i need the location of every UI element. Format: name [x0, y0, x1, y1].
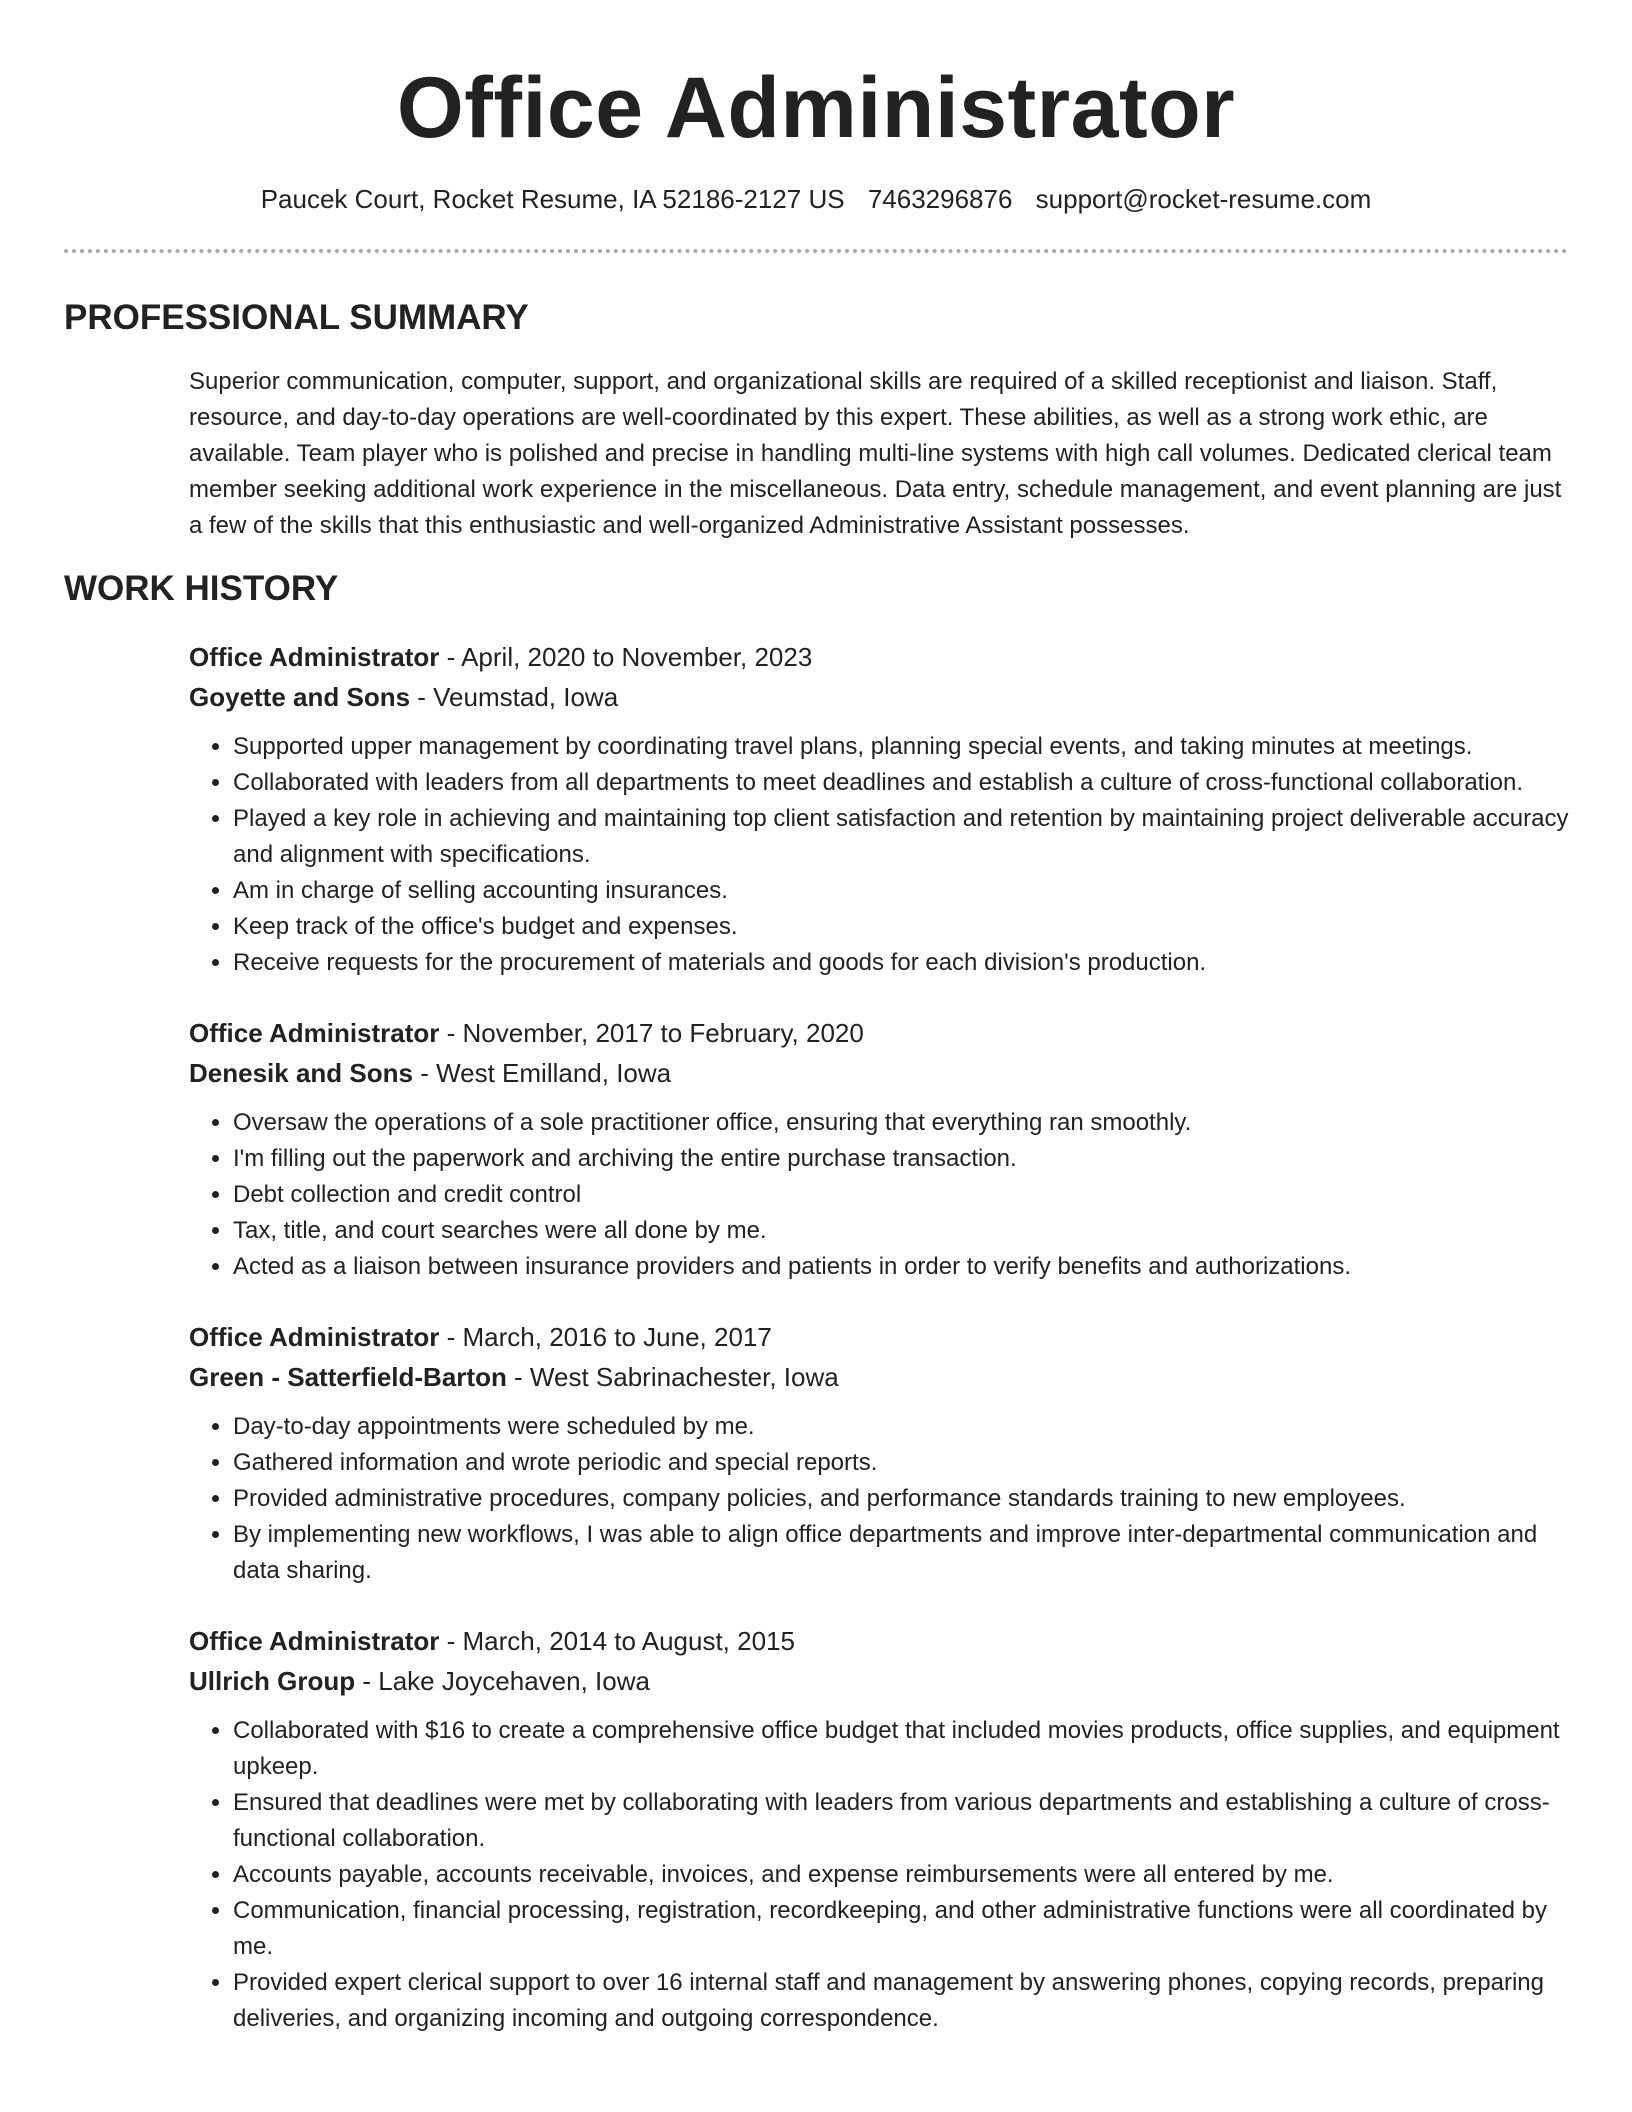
- job-company-line: [189, 1357, 1569, 1397]
- company-name: Goyette and Sons: [189, 682, 411, 712]
- summary-heading: PROFESSIONAL SUMMARY: [64, 298, 529, 337]
- bullet-item: • Collaborated with leaders from all departments to meet deadlines and establish a culture of cross-functional collaboration.: [233, 765, 1569, 801]
- bullet-item: • I'm filling out the paperwork and archiving the entire purchase transaction.: [233, 1141, 1569, 1177]
- email-text: support@rocket-resume.com: [1035, 184, 1372, 214]
- bullet-item: • Gathered information and wrote periodic and special reports.: [233, 1445, 1569, 1481]
- job-bullets: [189, 1713, 1569, 2037]
- bullet-item: • Oversaw the operations of a sole practitioner office, ensuring that everything ran smoothly.: [233, 1105, 1569, 1141]
- company-name: Green - Satterfield-Barton: [189, 1362, 507, 1392]
- bullet-item: • Keep track of the office's budget and expenses.: [233, 909, 1569, 945]
- bullet-item: • Receive requests for the procurement of materials and goods for each division's production.: [233, 945, 1569, 981]
- job-dates: - March, 2014 to August, 2015: [439, 1626, 795, 1656]
- company-name: Denesik and Sons: [189, 1058, 413, 1088]
- work-history-heading: WORK HISTORY: [64, 569, 339, 608]
- job-title: Office Administrator: [189, 1018, 440, 1048]
- header-divider: [64, 249, 1568, 253]
- bullet-item: • Am in charge of selling accounting insurances.: [233, 873, 1569, 909]
- job-title: Office Administrator: [189, 1322, 440, 1352]
- bullet-item: • Accounts payable, accounts receivable, invoices, and expense reimbursements were all entered by me.: [233, 1857, 1569, 1893]
- bullet-item: • Collaborated with $16 to create a comprehensive office budget that included movies products, office supplies, and equipment upkeep.: [233, 1713, 1569, 1785]
- work-history-list: [189, 637, 1569, 2069]
- job-title-line: [189, 1317, 1569, 1357]
- job-bullets: [189, 1409, 1569, 1589]
- job-company-line: [189, 1661, 1569, 1701]
- bullet-item: • By implementing new workflows, I was able to align office departments and improve inter-departmental communication and data sharing.: [233, 1517, 1569, 1589]
- bullet-item: • Ensured that deadlines were met by collaborating with leaders from various departments and establishing a culture of cross-functional collaboration.: [233, 1785, 1569, 1857]
- bullet-item: • Day-to-day appointments were scheduled by me.: [233, 1409, 1569, 1445]
- company-location: - Lake Joycehaven, Iowa: [355, 1666, 650, 1696]
- bullet-item: • Supported upper management by coordinating travel plans, planning special events, and taking minutes at meetings.: [233, 729, 1569, 765]
- job-entry: [189, 1317, 1569, 1589]
- job-company-line: [189, 1053, 1569, 1093]
- job-title: Office Administrator: [189, 642, 440, 672]
- bullet-item: • Communication, financial processing, registration, recordkeeping, and other administrative functions were all coordinated by me.: [233, 1893, 1569, 1965]
- job-title-line: [189, 1013, 1569, 1053]
- company-location: - West Sabrinachester, Iowa: [506, 1362, 839, 1392]
- bullet-item: • Played a key role in achieving and maintaining top client satisfaction and retention by maintaining project deliverable accuracy and alignment with specifications.: [233, 801, 1569, 873]
- phone-text: 7463296876: [867, 184, 1013, 214]
- job-dates: - March, 2016 to June, 2017: [439, 1322, 772, 1352]
- bullet-item: • Provided administrative procedures, company policies, and performance standards training to new employees.: [233, 1481, 1569, 1517]
- contact-info: [0, 179, 1632, 219]
- job-title-line: [189, 637, 1569, 677]
- job-dates: - November, 2017 to February, 2020: [439, 1018, 864, 1048]
- job-dates: - April, 2020 to November, 2023: [439, 642, 813, 672]
- company-location: - Veumstad, Iowa: [410, 682, 619, 712]
- bullet-item: • Tax, title, and court searches were all done by me.: [233, 1213, 1569, 1249]
- bullet-item: • Acted as a liaison between insurance providers and patients in order to verify benefits and authorizations.: [233, 1249, 1569, 1285]
- job-bullets: [189, 729, 1569, 981]
- bullet-item: • Debt collection and credit control: [233, 1177, 1569, 1213]
- job-company-line: [189, 677, 1569, 717]
- job-title: Office Administrator: [189, 1626, 440, 1656]
- bullet-item: • Provided expert clerical support to over 16 internal staff and management by answering phones, copying records, preparing deliveries, and organizing incoming and outgoing correspondence.: [233, 1965, 1569, 2037]
- job-entry: [189, 1621, 1569, 2037]
- company-location: - West Emilland, Iowa: [412, 1058, 672, 1088]
- job-entry: [189, 637, 1569, 981]
- address-text: Paucek Court, Rocket Resume, IA 52186-2127 US: [260, 184, 845, 214]
- job-title-line: [189, 1621, 1569, 1661]
- job-bullets: [189, 1105, 1569, 1285]
- job-entry: [189, 1013, 1569, 1285]
- company-name: Ullrich Group: [189, 1666, 356, 1696]
- candidate-name: Office Administrator: [396, 60, 1236, 156]
- summary-text: Superior communication, computer, support, and organizational skills are required of a skilled receptionist and liaison. Staff, resource, and day-to-day operations are well-coordinated by this expert. These abilities, as well as a strong work ethic, are available. Team player who is polished and precise in handling multi-line systems with high call volumes. Dedicated clerical team member seeking additional work experience in the miscellaneous. Data entry, schedule management, and event planning are just a few of the skills that this enthusiastic and well-organized Administrative Assistant possesses.: [189, 368, 1562, 539]
